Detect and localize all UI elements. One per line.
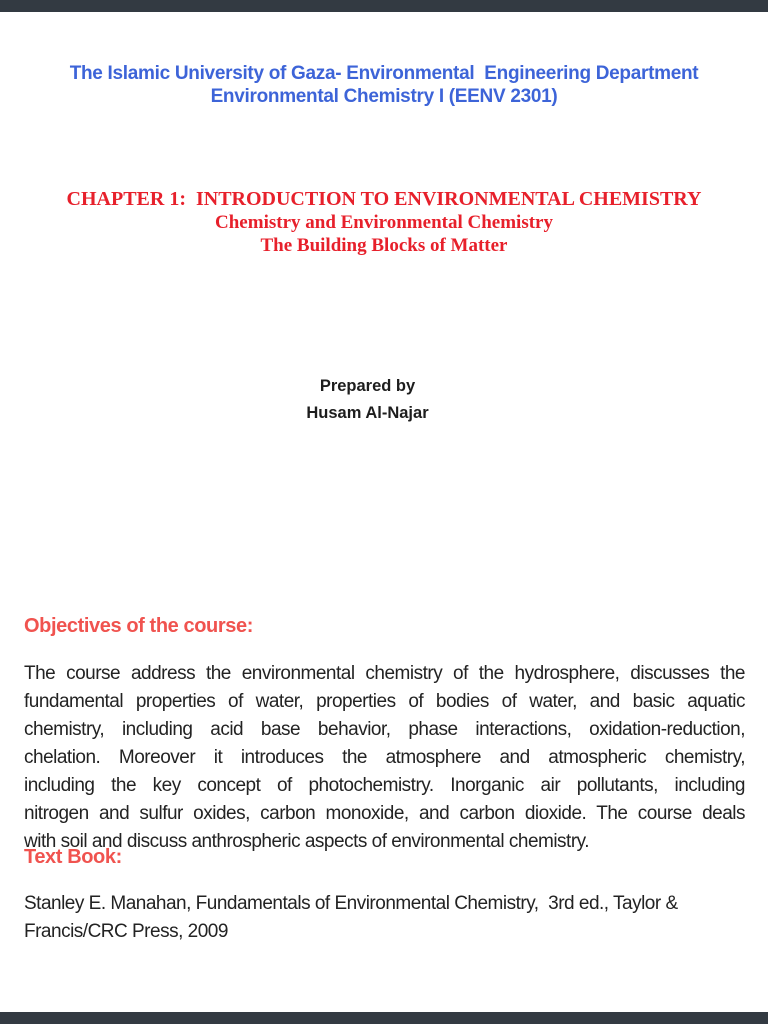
textbook-heading: Text Book:	[24, 846, 122, 868]
objectives-heading: Objectives of the course:	[24, 615, 253, 637]
textbook-reference	[24, 890, 745, 946]
paragraph-line: chemistry, including acid base behavior, phase interactions, oxidation-reduction,	[24, 719, 745, 740]
university-header	[0, 62, 768, 108]
chapter-heading-line3: The Building Blocks of Matter	[260, 235, 508, 256]
chapter-heading-line2: Chemistry and Environmental Chemistry	[215, 212, 553, 233]
textbook-reference-line: Francis/CRC Press, 2009	[24, 921, 228, 942]
course-description-paragraph	[24, 660, 745, 856]
viewer-bottom-bar	[0, 1012, 768, 1024]
document-page	[0, 12, 768, 1012]
chapter-heading	[0, 188, 768, 257]
prepared-by-block	[0, 373, 735, 426]
viewer-top-bar	[0, 0, 768, 12]
paragraph-line: including the key concept of photochemistry. Inorganic air pollutants, including	[24, 775, 745, 796]
textbook-reference-line: Stanley E. Manahan, Fundamentals of Environmental Chemistry, 3rd ed., Taylor &	[24, 893, 678, 914]
paragraph-line: with soil and discuss anthrospheric aspects of environmental chemistry.	[24, 831, 590, 852]
paragraph-line: nitrogen and sulfur oxides, carbon monoxide, and carbon dioxide. The course deals	[24, 803, 745, 824]
chapter-heading-line1: CHAPTER 1: INTRODUCTION TO ENVIRONMENTAL CHEMISTRY	[66, 188, 702, 210]
author-name: Husam Al-Najar	[306, 403, 429, 422]
university-title-line: The Islamic University of Gaza- Environmental Engineering Department	[69, 63, 699, 84]
prepared-by-label: Prepared by	[319, 377, 416, 395]
paragraph-line: fundamental properties of water, properties of bodies of water, and basic aquatic	[24, 691, 745, 712]
paragraph-line: chelation. Moreover it introduces the atmosphere and atmospheric chemistry,	[24, 747, 745, 768]
course-title-line: Environmental Chemistry I (EENV 2301)	[210, 86, 558, 107]
paragraph-line: The course address the environmental chemistry of the hydrosphere, discusses the	[24, 663, 745, 684]
